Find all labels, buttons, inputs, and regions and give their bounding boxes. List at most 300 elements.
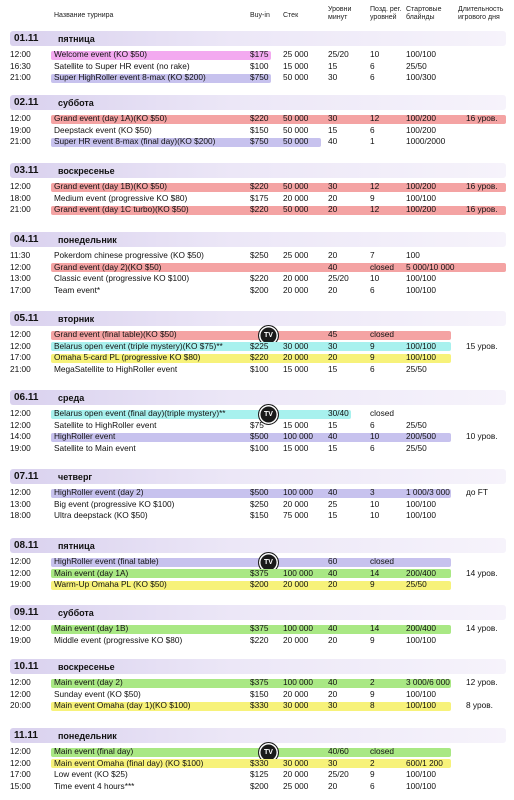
cell-stack: 20 000: [283, 579, 309, 589]
cell-blinds: 200/400: [406, 623, 436, 633]
cell-time: 17:00: [10, 284, 31, 295]
cell-time: 12:00: [10, 113, 31, 123]
cell-name: Omaha 5-card PL (progressive KO $80): [54, 352, 201, 362]
cell-late: 9: [370, 192, 375, 203]
tournament-row: [10, 781, 506, 793]
cell-time: 17:00: [10, 352, 31, 362]
day-block: [10, 469, 506, 522]
cell-name: Time event 4 hours***: [54, 780, 135, 791]
cell-levels: 40: [328, 136, 338, 146]
cell-late: 9: [370, 579, 375, 589]
cell-buyin: $375: [250, 677, 269, 687]
cell-time: 12:00: [10, 49, 31, 59]
cell-late: 8: [370, 700, 375, 710]
header-levels: Уровни минут: [328, 6, 352, 21]
cell-time: 19:00: [10, 579, 31, 589]
cell-late: 12: [370, 181, 380, 191]
cell-late: 6: [370, 284, 375, 295]
cell-late: 6: [370, 72, 375, 82]
header-duration: Длительность игрового дня: [458, 6, 504, 21]
cell-name: Satellite to Main event: [54, 442, 136, 453]
cell-late: 9: [370, 769, 375, 779]
day-header: [10, 538, 506, 553]
cell-levels: 25: [328, 498, 338, 509]
tv-broadcast-icon: TV: [258, 404, 279, 425]
cell-stack: 20 000: [283, 284, 309, 295]
tournament-row: [10, 689, 506, 701]
cell-name: HighRoller event: [54, 431, 116, 441]
cell-levels: 20: [328, 284, 338, 295]
cell-duration: 10 уров.: [466, 431, 498, 441]
cell-name: Welcome event (KO $50): [54, 49, 147, 59]
cell-time: 13:00: [10, 498, 31, 509]
cell-name: Main event (day 1A): [54, 567, 129, 578]
header-stack: Стек: [283, 12, 299, 19]
cell-name: Team event*: [54, 284, 101, 295]
cell-levels: 40: [328, 431, 338, 441]
cell-time: 21:00: [10, 136, 31, 146]
cell-name: Pokerdom chinese progressive (KO $50): [54, 250, 204, 260]
cell-buyin: $220: [250, 181, 269, 191]
cell-late: 6: [370, 124, 375, 135]
cell-blinds: 100/300: [406, 72, 436, 82]
cell-name: Belarus open event (final day)(triple mystery)**: [54, 408, 226, 418]
cell-levels: 25/20: [328, 769, 349, 779]
cell-levels: 20: [328, 579, 338, 589]
day-header: [10, 659, 506, 674]
cell-stack: 100 000: [283, 567, 313, 578]
cell-late: closed: [370, 261, 394, 272]
tournament-row: [10, 677, 506, 689]
cell-duration: 16 уров.: [466, 181, 498, 191]
day-header: [10, 390, 506, 405]
cell-blinds: 100/100: [406, 510, 436, 520]
cell-time: 12:00: [10, 261, 31, 272]
cell-levels: 40: [328, 567, 338, 578]
cell-buyin: $100: [250, 363, 269, 374]
cell-levels: 40: [328, 677, 338, 687]
cell-stack: 25 000: [283, 780, 309, 791]
cell-stack: 50 000: [283, 72, 309, 82]
tournament-row: [10, 352, 506, 364]
table-header: [0, 0, 514, 30]
cell-stack: 30 000: [283, 340, 309, 351]
cell-levels: 30/40: [328, 408, 349, 418]
tournament-row: [10, 125, 506, 137]
cell-time: 19:00: [10, 124, 31, 135]
tournament-row: [10, 262, 506, 274]
cell-late: 14: [370, 623, 380, 633]
cell-duration: 16 уров.: [466, 113, 498, 123]
cell-name: MegaSatellite to HighRoller event: [54, 363, 178, 374]
day-weekday: понедельник: [58, 234, 117, 245]
cell-duration: 12 уров.: [466, 677, 498, 687]
cell-time: 12:00: [10, 419, 31, 430]
cell-stack: 25 000: [283, 49, 309, 59]
cell-duration: до FT: [466, 487, 488, 497]
cell-stack: 20 000: [283, 498, 309, 509]
cell-buyin: $220: [250, 352, 269, 362]
cell-blinds: 100/100: [406, 700, 436, 710]
day-block: [10, 728, 506, 792]
cell-buyin: $250: [250, 250, 269, 260]
cell-time: 12:00: [10, 329, 31, 339]
cell-blinds: 100/100: [406, 192, 436, 203]
cell-blinds: 25/50: [406, 419, 427, 430]
day-date: 04.11: [14, 234, 39, 245]
cell-blinds: 100/200: [406, 113, 436, 123]
cell-name: Big event (progressive KO $100): [54, 498, 175, 509]
cell-blinds: 100/100: [406, 284, 436, 295]
day-header: [10, 95, 506, 110]
tournament-row: [10, 113, 506, 125]
cell-stack: 15 000: [283, 442, 309, 453]
day-block: [10, 163, 506, 216]
cell-buyin: $330: [250, 700, 269, 710]
cell-levels: 20: [328, 352, 338, 362]
cell-buyin: $200: [250, 579, 269, 589]
day-block: [10, 31, 506, 84]
header-late-reg: Позд. рег. уровней: [370, 6, 402, 21]
header-buyin: Buy-in: [250, 12, 270, 19]
cell-levels: 15: [328, 124, 338, 135]
day-date: 08.11: [14, 540, 39, 551]
cell-buyin: $500: [250, 431, 269, 441]
cell-levels: 40: [328, 487, 338, 497]
cell-duration: 14 уров.: [466, 623, 498, 633]
cell-levels: 25/20: [328, 273, 349, 283]
cell-buyin: $220: [250, 113, 269, 123]
cell-buyin: $200: [250, 780, 269, 791]
cell-late: 6: [370, 419, 375, 430]
cell-name: Grand event (final table)(KO $50): [54, 329, 177, 339]
cell-late: 12: [370, 204, 380, 214]
cell-time: 19:00: [10, 634, 31, 645]
tournament-row: [10, 193, 506, 205]
tv-broadcast-icon: TV: [258, 325, 279, 346]
cell-blinds: 100/100: [406, 769, 436, 779]
cell-blinds: 1 000/3 000: [406, 487, 450, 497]
cell-blinds: 25/50: [406, 442, 427, 453]
cell-blinds: 200/400: [406, 567, 436, 578]
cell-buyin: $100: [250, 442, 269, 453]
tournament-row: [10, 510, 506, 522]
cell-levels: 20: [328, 780, 338, 791]
cell-late: 6: [370, 780, 375, 791]
cell-levels: 15: [328, 60, 338, 71]
cell-late: closed: [370, 329, 394, 339]
cell-levels: 20: [328, 204, 338, 214]
tournament-row: [10, 758, 506, 770]
day-header: [10, 469, 506, 484]
tv-broadcast-icon: TV: [258, 742, 279, 763]
tournament-row: [10, 700, 506, 712]
cell-late: 10: [370, 273, 380, 283]
cell-levels: 15: [328, 510, 338, 520]
cell-stack: 50 000: [283, 181, 309, 191]
cell-levels: 30: [328, 340, 338, 351]
cell-stack: 20 000: [283, 273, 309, 283]
cell-time: 15:00: [10, 780, 31, 791]
cell-levels: 30: [328, 181, 338, 191]
cell-blinds: 25/50: [406, 363, 427, 374]
day-weekday: среда: [58, 392, 85, 403]
cell-name: Ultra deepstack (KO $50): [54, 510, 148, 520]
day-date: 07.11: [14, 471, 39, 482]
cell-levels: 40: [328, 623, 338, 633]
cell-name: Grand event (day 2)(KO $50): [54, 261, 162, 272]
cell-time: 13:00: [10, 273, 31, 283]
tournament-row: [10, 568, 506, 580]
cell-late: 10: [370, 431, 380, 441]
tournament-row: [10, 769, 506, 781]
cell-late: 9: [370, 352, 375, 362]
cell-time: 12:00: [10, 408, 31, 418]
cell-time: 12:00: [10, 340, 31, 351]
cell-time: 21:00: [10, 204, 31, 214]
cell-blinds: 25/50: [406, 579, 427, 589]
day-header: [10, 311, 506, 326]
cell-stack: 15 000: [283, 419, 309, 430]
cell-time: 18:00: [10, 510, 31, 520]
cell-late: 2: [370, 677, 375, 687]
cell-time: 14:00: [10, 431, 31, 441]
cell-stack: 50 000: [283, 113, 309, 123]
cell-blinds: 200/500: [406, 431, 436, 441]
cell-name: Middle event (progressive KO $80): [54, 634, 183, 645]
header-name: Название турнира: [54, 12, 114, 19]
cell-stack: 100 000: [283, 431, 313, 441]
cell-time: 12:00: [10, 757, 31, 768]
day-date: 11.11: [14, 730, 38, 741]
tournament-row: [10, 181, 506, 193]
day-block: [10, 538, 506, 591]
tournament-row: [10, 329, 506, 341]
cell-late: 6: [370, 363, 375, 374]
cell-stack: 30 000: [283, 700, 309, 710]
cell-buyin: $175: [250, 49, 269, 59]
cell-stack: 100 000: [283, 677, 313, 687]
cell-late: closed: [370, 746, 394, 756]
cell-name: Grand event (day 1A)(KO $50): [54, 113, 167, 123]
cell-time: 12:00: [10, 623, 31, 633]
cell-late: 10: [370, 49, 380, 59]
cell-buyin: $75: [250, 419, 264, 430]
cell-blinds: 600/1 200: [406, 757, 443, 768]
cell-buyin: $750: [250, 136, 269, 146]
cell-blinds: 100/100: [406, 498, 436, 509]
cell-blinds: 100: [406, 250, 420, 260]
cell-name: Low event (KO $25): [54, 769, 128, 779]
cell-duration: 16 уров.: [466, 204, 498, 214]
day-date: 03.11: [14, 165, 39, 176]
cell-buyin: $200: [250, 284, 269, 295]
cell-levels: 30: [328, 757, 338, 768]
cell-late: 2: [370, 757, 375, 768]
cell-stack: 50 000: [283, 124, 309, 135]
cell-levels: 40: [328, 261, 338, 272]
day-weekday: воскресенье: [58, 661, 115, 672]
cell-name: HighRoller event (day 2): [54, 487, 144, 497]
cell-time: 11:30: [10, 250, 31, 260]
cell-levels: 20: [328, 192, 338, 203]
cell-name: Super HR event 8-max (final day)(KO $200): [54, 136, 216, 146]
cell-late: closed: [370, 556, 394, 566]
cell-levels: 15: [328, 442, 338, 453]
cell-levels: 15: [328, 419, 338, 430]
day-header: [10, 163, 506, 178]
cell-stack: 20 000: [283, 634, 309, 645]
cell-stack: 20 000: [283, 192, 309, 203]
cell-name: Main event (final day): [54, 746, 134, 756]
cell-time: 12:00: [10, 746, 31, 756]
tournament-row: [10, 408, 506, 420]
tournament-row: [10, 499, 506, 511]
cell-duration: 15 уров.: [466, 340, 498, 351]
day-block: [10, 311, 506, 375]
cell-name: Main event (day 1B): [54, 623, 129, 633]
day-block: [10, 605, 506, 646]
day-weekday: пятница: [58, 540, 95, 551]
cell-stack: 75 000: [283, 510, 309, 520]
cell-levels: 15: [328, 363, 338, 374]
cell-stack: 50 000: [283, 204, 309, 214]
tournament-row: [10, 556, 506, 568]
cell-name: Super HighRoller event 8-max (KO $200): [54, 72, 206, 82]
cell-time: 12:00: [10, 487, 31, 497]
cell-late: 10: [370, 510, 380, 520]
cell-blinds: 100/100: [406, 780, 436, 791]
cell-stack: 15 000: [283, 363, 309, 374]
cell-levels: 30: [328, 700, 338, 710]
cell-name: Main event (day 2): [54, 677, 123, 687]
cell-blinds: 100/200: [406, 181, 436, 191]
cell-time: 21:00: [10, 363, 31, 374]
day-date: 05.11: [14, 313, 39, 324]
day-header: [10, 232, 506, 247]
cell-late: 9: [370, 634, 375, 645]
tournament-row: [10, 61, 506, 73]
cell-name: Belarus open event (triple mystery)(KO $75)**: [54, 340, 223, 351]
cell-levels: 20: [328, 688, 338, 699]
tournament-row: [10, 487, 506, 499]
cell-stack: 20 000: [283, 352, 309, 362]
tournament-row: [10, 72, 506, 84]
cell-buyin: $225: [250, 340, 269, 351]
day-weekday: понедельник: [58, 730, 117, 741]
tournament-row: [10, 579, 506, 591]
cell-buyin: $500: [250, 487, 269, 497]
tournament-row: [10, 420, 506, 432]
cell-time: 17:00: [10, 769, 31, 779]
cell-late: 6: [370, 60, 375, 71]
day-date: 09.11: [14, 607, 39, 618]
cell-time: 20:00: [10, 700, 31, 710]
tournament-row: [10, 273, 506, 285]
cell-name: Classic event (progressive KO $100): [54, 273, 190, 283]
day-date: 02.11: [14, 97, 39, 108]
cell-name: Main event Omaha (final day) (KO $100): [54, 757, 204, 768]
cell-late: closed: [370, 408, 394, 418]
cell-levels: 45: [328, 329, 338, 339]
cell-buyin: $220: [250, 204, 269, 214]
cell-blinds: 3 000/6 000: [406, 677, 450, 687]
tv-broadcast-icon: TV: [258, 552, 279, 573]
cell-blinds: 100/200: [406, 204, 436, 214]
tournament-row: [10, 746, 506, 758]
cell-name: HighRoller event (final table): [54, 556, 159, 566]
cell-time: 19:00: [10, 442, 31, 453]
cell-name: Main event Omaha (day 1)(KO $100): [54, 700, 191, 710]
cell-levels: 20: [328, 250, 338, 260]
cell-time: 12:00: [10, 567, 31, 578]
tournament-row: [10, 623, 506, 635]
tournament-row: [10, 285, 506, 297]
cell-buyin: $375: [250, 567, 269, 578]
cell-name: Grand event (day 1B)(KO $50): [54, 181, 167, 191]
cell-stack: 20 000: [283, 688, 309, 699]
day-header: [10, 605, 506, 620]
tournament-row: [10, 250, 506, 262]
tournament-row: [10, 204, 506, 216]
cell-levels: 25/20: [328, 49, 349, 59]
tournament-row: [10, 136, 506, 148]
cell-late: 9: [370, 688, 375, 699]
cell-stack: 50 000: [283, 136, 309, 146]
cell-late: 14: [370, 567, 380, 578]
cell-time: 16:30: [10, 60, 31, 71]
cell-duration: 8 уров.: [466, 700, 493, 710]
day-weekday: суббота: [58, 607, 94, 618]
cell-late: 6: [370, 442, 375, 453]
day-date: 06.11: [14, 392, 39, 403]
cell-buyin: $750: [250, 72, 269, 82]
day-weekday: суббота: [58, 97, 94, 108]
cell-stack: 20 000: [283, 769, 309, 779]
cell-name: Satellite to Super HR event (no rake): [54, 60, 190, 71]
cell-duration: 14 уров.: [466, 567, 498, 578]
cell-stack: 100 000: [283, 623, 313, 633]
cell-blinds: 100/100: [406, 352, 436, 362]
cell-blinds: 100/200: [406, 124, 436, 135]
cell-late: 3: [370, 487, 375, 497]
day-block: [10, 659, 506, 712]
cell-time: 12:00: [10, 677, 31, 687]
day-header: [10, 31, 506, 46]
cell-name: Satellite to HighRoller event: [54, 419, 157, 430]
day-block: [10, 232, 506, 296]
cell-blinds: 1000/2000: [406, 136, 446, 146]
day-date: 01.11: [14, 33, 39, 44]
cell-time: 21:00: [10, 72, 31, 82]
cell-buyin: $100: [250, 60, 269, 71]
header-blinds: Стартовые блайнды: [406, 6, 442, 21]
cell-stack: 30 000: [283, 757, 309, 768]
cell-name: Medium event (progressive KO $80): [54, 192, 188, 203]
cell-name: Grand event (day 1C turbo)(KO $50): [54, 204, 189, 214]
cell-late: 12: [370, 113, 380, 123]
day-block: [10, 390, 506, 454]
tournament-row: [10, 341, 506, 353]
cell-buyin: $150: [250, 124, 269, 135]
cell-levels: 30: [328, 113, 338, 123]
tournament-row: [10, 364, 506, 376]
cell-levels: 20: [328, 634, 338, 645]
day-header: [10, 728, 506, 743]
cell-name: Warm-Up Omaha PL (KO $50): [54, 579, 167, 589]
cell-late: 10: [370, 498, 380, 509]
cell-stack: 25 000: [283, 250, 309, 260]
